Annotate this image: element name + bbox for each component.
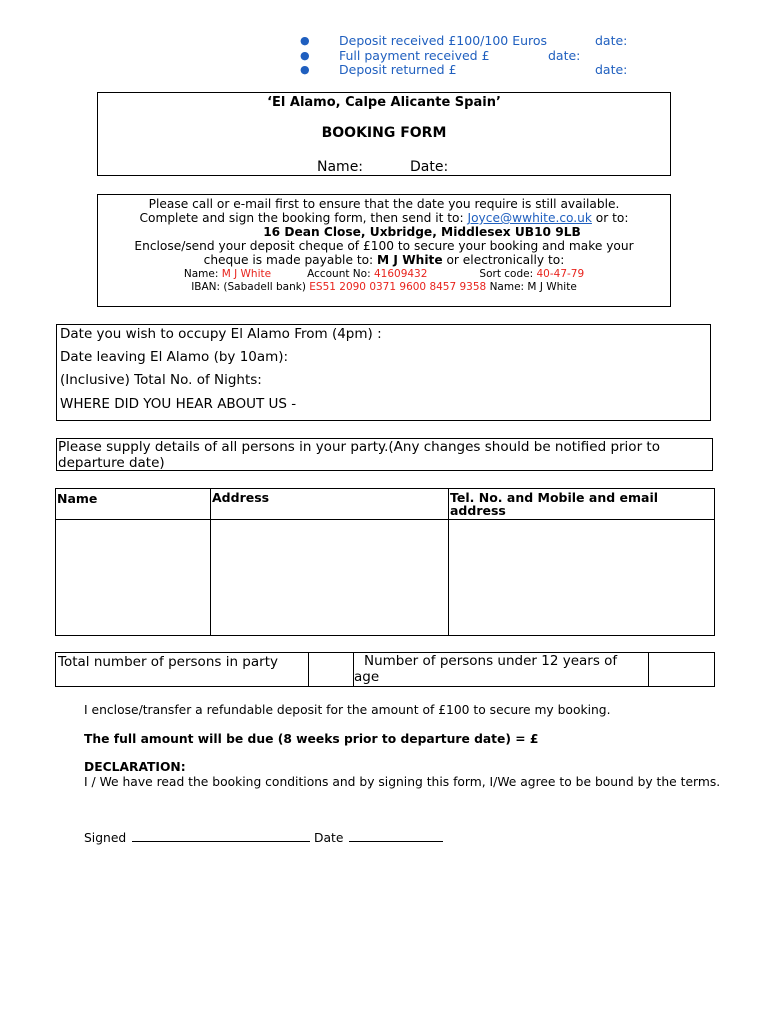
- sort-code: 40-47-79: [536, 268, 585, 280]
- total-persons-cell[interactable]: [310, 654, 353, 685]
- full-payment-label: Full payment received £: [339, 47, 490, 63]
- declaration-heading: DECLARATION:: [84, 760, 186, 774]
- referral-source-field[interactable]: WHERE DID YOU HEAR ABOUT US -: [60, 396, 297, 412]
- declaration: [84, 760, 724, 789]
- total-nights-field[interactable]: (Inclusive) Total No. of Nights:: [60, 372, 262, 388]
- totals-row: [55, 652, 715, 687]
- deposit-returned-label: Deposit returned £: [339, 62, 457, 77]
- bullet-icon: ●: [300, 48, 310, 62]
- bullet-icon: ●: [300, 34, 310, 47]
- payee-name: M J White: [377, 253, 443, 267]
- deposit-received-label: Deposit received £100/100 Euros: [339, 33, 548, 48]
- deposit-statement: I enclose/transfer a refundable deposit for the amount of £100 to secure my booking.: [84, 703, 611, 717]
- header-box: [97, 92, 671, 176]
- leaving-date-field[interactable]: Date leaving El Alamo (by 10am):: [60, 349, 289, 365]
- column-header-name: Name: [57, 491, 98, 506]
- iban-value: ES51 2090 0371 9600 8457 9358: [309, 281, 487, 293]
- iban-line: IBAN: (Sabadell bank) ES51 2090 0371 9600 8457 9358 Name: M J White: [191, 281, 577, 293]
- instruction-line-4: Enclose/send your deposit cheque of £100 to secure your booking and make your: [134, 239, 634, 253]
- under-12-cell[interactable]: [650, 654, 712, 685]
- stay-dates-box: [56, 324, 711, 421]
- full-payment-date-label: date:: [548, 47, 581, 63]
- total-persons-label: Total number of persons in party: [58, 654, 278, 670]
- date-label: Date:: [410, 159, 449, 175]
- occupy-from-field[interactable]: Date you wish to occupy El Alamo From (4pm) :: [60, 326, 382, 342]
- persons-table: [55, 488, 715, 636]
- name-label: Name:: [317, 159, 364, 175]
- column-header-address: Address: [212, 490, 270, 505]
- column-header-contact: Tel. No. and Mobile and email address: [450, 490, 659, 518]
- instruction-line-1: Please call or e-mail first to ensure that the date you require is still available.: [148, 197, 620, 211]
- deposit-received-date-label: date:: [595, 33, 628, 48]
- under-12-label: Number of persons under 12 years of age: [354, 653, 618, 685]
- bank-name-value: M J White: [221, 268, 272, 280]
- email-link[interactable]: Joyce@wwhite.co.uk: [467, 211, 592, 225]
- party-details-note: Please supply details of all persons in your party.(Any changes should be notified prior to departure date): [56, 438, 713, 471]
- instruction-line-2: Complete and sign the booking form, then send it to: Joyce@wwhite.co.uk or to:: [139, 211, 629, 225]
- instruction-line-5: cheque is made payable to: M J White or electronically to:: [203, 253, 565, 267]
- address-cell[interactable]: [212, 521, 447, 634]
- name-cell[interactable]: [57, 521, 209, 634]
- page-title: BOOKING FORM: [321, 125, 447, 141]
- signature-date-field[interactable]: [349, 830, 443, 842]
- instructions-box: [97, 194, 671, 307]
- bank-details-line: Name: M J White Account No: 41609432 Sort code: 40-47-79: [183, 268, 585, 280]
- account-number: 41609432: [373, 268, 428, 280]
- contact-cell[interactable]: [450, 521, 712, 634]
- declaration-text: I / We have read the booking conditions and by signing this form, I/We agree to be bound by the terms.: [84, 774, 721, 789]
- signature-line: Signed Date: [84, 830, 443, 845]
- postal-address: 16 Dean Close, Uxbridge, Middlesex UB10 9LB: [263, 225, 581, 239]
- full-amount-statement: The full amount will be due (8 weeks prior to departure date) = £: [84, 732, 539, 746]
- property-title: ‘El Alamo, Calpe Alicante Spain’: [267, 95, 501, 110]
- signature-field[interactable]: [132, 830, 310, 842]
- bullet-icon: ●: [300, 63, 310, 76]
- deposit-returned-date-label: date:: [595, 62, 628, 77]
